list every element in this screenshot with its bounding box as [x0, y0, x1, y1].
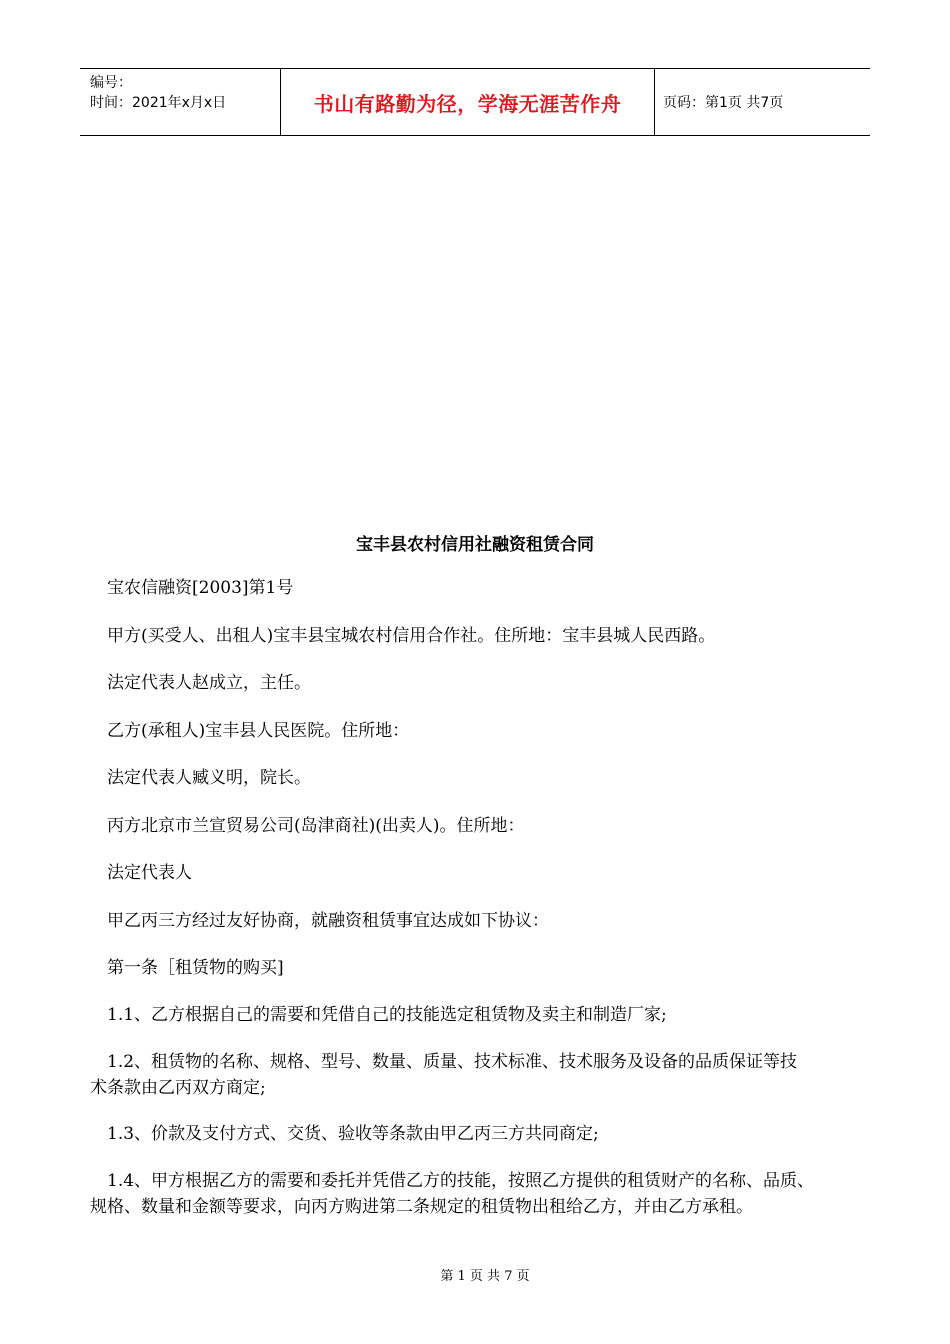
- party-c-representative: 法定代表人: [107, 863, 192, 883]
- clause-1-1: 1.1、乙方根据自己的需要和凭借自己的技能选定租赁物及卖主和制造厂家;: [107, 1005, 667, 1025]
- clause-1-4-line2: 规格、数量和金额等要求，向丙方购进第二条规定的租赁物出租给乙方，并由乙方承租。: [90, 1197, 753, 1217]
- clause-1-4-line1: 1.4、甲方根据乙方的需要和委托并凭借乙方的技能，按照乙方提供的租赁财产的名称、品质、: [107, 1171, 815, 1191]
- article-1-title: 第一条［租赁物的购买]: [107, 958, 284, 978]
- page-header: [80, 68, 870, 136]
- reference-number: 宝农信融资[2003]第1号: [107, 578, 294, 598]
- clause-1-2-line2: 术条款由乙丙双方商定;: [90, 1078, 266, 1098]
- number-label: 编号：: [90, 75, 132, 91]
- party-b: 乙方(承租人)宝丰县人民医院。住所地：: [107, 721, 410, 741]
- header-meta: [80, 69, 281, 135]
- time-label: 时间：2021年x月x日: [90, 95, 227, 111]
- clause-1-2: [90, 1049, 892, 1101]
- clause-1-2-line1: 1.2、租赁物的名称、规格、型号、数量、质量、技术标准、技术服务及设备的品质保证等技: [107, 1052, 798, 1072]
- party-a: 甲方(买受人、出租人)宝丰县宝城农村信用合作社。住所地：宝丰县城人民西路。: [107, 626, 716, 646]
- document-title: 宝丰县农村信用社融资租赁合同: [356, 535, 594, 555]
- header-page-label: 页码：第1页 共7页: [663, 95, 784, 111]
- agreement-intro: 甲乙丙三方经过友好协商，就融资租赁事宜达成如下协议：: [107, 911, 549, 931]
- party-a-representative: 法定代表人赵成立，主任。: [107, 673, 311, 693]
- clause-1-4: [90, 1168, 892, 1220]
- header-motto: 书山有路勤为径，学海无涯苦作舟: [281, 69, 655, 135]
- clause-1-3: 1.3、价款及支付方式、交货、验收等条款由甲乙丙三方共同商定;: [107, 1124, 599, 1144]
- party-c: 丙方北京市兰宣贸易公司(岛津商社)(出卖人)。住所地：: [107, 816, 525, 836]
- party-b-representative: 法定代表人臧义明，院长。: [107, 768, 311, 788]
- page-footer: 第 1 页 共 7 页: [440, 1269, 530, 1284]
